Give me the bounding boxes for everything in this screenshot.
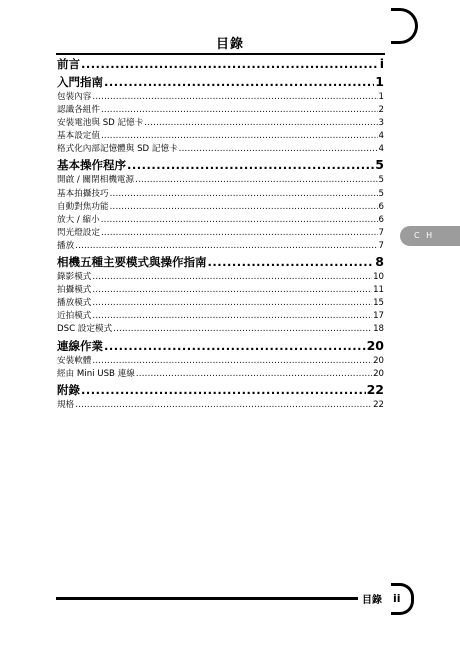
toc-chapter-entry[interactable]	[57, 253, 384, 271]
dot-leader	[92, 355, 372, 368]
toc-entry-page-number: 20	[373, 368, 384, 379]
dot-leader	[135, 174, 377, 187]
dot-leader	[104, 337, 366, 355]
toc-entry-page-number: 6	[378, 214, 384, 225]
toc-entry-page-number: 2	[378, 105, 384, 116]
toc-entry-page-number: 17	[373, 311, 384, 322]
dot-leader	[101, 214, 378, 227]
footer-section-label: 目錄	[362, 595, 382, 606]
toc-entry-label: 安裝軟體	[57, 355, 92, 366]
toc-entry-label: 包裝內容	[57, 92, 92, 102]
toc-entry-label: 近拍模式	[57, 311, 92, 322]
toc-entry-label: 放大 / 縮小	[57, 214, 100, 225]
toc-section-entry[interactable]	[57, 240, 384, 253]
toc-entry-label: 自動對焦功能	[57, 201, 109, 212]
dot-leader	[75, 399, 372, 412]
toc-section-entry[interactable]	[57, 91, 384, 104]
dot-leader	[92, 271, 372, 284]
toc-section-entry[interactable]	[57, 214, 384, 227]
toc-entry-label: 附錄	[57, 382, 80, 397]
footer-page-number: ii	[391, 583, 414, 615]
toc-entry-page-number: 5	[375, 157, 384, 173]
toc-section-entry[interactable]	[57, 201, 384, 214]
toc-entry-label: 開啟 / 關閉相機電源	[57, 175, 135, 186]
toc-entry-page-number: 22	[366, 381, 384, 397]
dot-leader	[136, 368, 372, 381]
toc-chapter-entry[interactable]	[57, 337, 384, 355]
toc-entry-label: 連線作業	[57, 338, 103, 353]
toc-entry-page-number: 20	[366, 337, 384, 353]
toc-section-entry[interactable]	[57, 117, 384, 130]
toc-entry-page-number: 18	[373, 324, 384, 335]
toc-section-entry[interactable]	[57, 297, 384, 310]
dot-leader	[92, 284, 372, 297]
language-tab: C H	[400, 226, 460, 246]
dot-leader	[127, 156, 374, 174]
toc-entry-label: 前言	[57, 57, 80, 71]
toc-entry-page-number: 3	[378, 118, 384, 129]
toc-entry-page-number: 4	[378, 131, 384, 142]
dot-leader	[75, 240, 377, 253]
toc-entry-label: 相機五種主要模式與操作指南	[57, 255, 207, 270]
toc-entry-page-number: 5	[378, 175, 384, 186]
dot-leader	[110, 188, 378, 201]
toc-entry-label: 安裝電池與 SD 記憶卡	[57, 118, 144, 129]
toc-section-entry[interactable]	[57, 271, 384, 284]
dot-leader	[179, 143, 378, 156]
toc-entry-page-number: 20	[373, 355, 384, 366]
toc-entry-page-number: 4	[378, 144, 384, 155]
toc-entry-page-number: 7	[378, 240, 384, 251]
toc-section-entry[interactable]	[57, 130, 384, 143]
dot-leader	[208, 253, 375, 271]
toc-entry-label: 格式化內部記憶體與 SD 記憶卡	[57, 144, 178, 155]
toc-entry-label: 播放模式	[57, 298, 92, 309]
toc-entry-page-number: 1	[378, 92, 384, 102]
table-of-contents	[57, 55, 384, 412]
toc-entry-label: 播放	[57, 240, 75, 251]
toc-section-entry[interactable]	[57, 188, 384, 201]
toc-entry-label: 基本操作程序	[57, 158, 126, 173]
toc-section-entry[interactable]	[57, 174, 384, 187]
toc-entry-label: 閃光燈設定	[57, 227, 100, 238]
toc-chapter-entry[interactable]	[57, 381, 384, 399]
toc-entry-page-number: 6	[378, 201, 384, 212]
dot-leader	[101, 104, 378, 117]
toc-entry-label: 經由 Mini USB 連線	[57, 368, 135, 379]
page-title: 目錄	[215, 37, 244, 52]
dot-leader	[92, 91, 377, 104]
toc-section-entry[interactable]	[57, 399, 384, 412]
toc-entry-label: 基本拍攝技巧	[57, 188, 109, 199]
dot-leader	[101, 130, 378, 143]
dot-leader	[104, 73, 374, 91]
toc-section-entry[interactable]	[57, 323, 384, 336]
dot-leader	[92, 297, 372, 310]
toc-entry-page-number: i	[379, 56, 384, 71]
toc-entry-page-number: 1	[375, 74, 384, 89]
toc-entry-label: DSC 設定模式	[57, 324, 113, 335]
toc-section-entry[interactable]	[57, 227, 384, 240]
dot-leader	[113, 323, 372, 336]
toc-section-entry[interactable]	[57, 355, 384, 368]
toc-entry-page-number: 15	[373, 298, 384, 309]
toc-section-entry[interactable]	[57, 310, 384, 323]
toc-entry-label: 錄影模式	[57, 272, 92, 283]
toc-entry-label: 規格	[57, 399, 75, 410]
dot-leader	[144, 117, 377, 130]
dot-leader	[92, 310, 372, 323]
toc-chapter-entry[interactable]	[57, 156, 384, 174]
dot-leader	[81, 381, 366, 399]
toc-entry-label: 基本設定值	[57, 131, 100, 142]
toc-entry-page-number: 11	[373, 285, 384, 296]
toc-chapter-entry[interactable]	[57, 55, 384, 73]
toc-section-entry[interactable]	[57, 143, 384, 156]
toc-entry-label: 認識各組件	[57, 105, 100, 116]
toc-entry-page-number: 7	[378, 227, 384, 238]
toc-entry-page-number: 5	[378, 188, 384, 199]
bottom-divider	[56, 597, 358, 600]
toc-entry-label: 拍攝模式	[57, 285, 92, 296]
dot-leader	[101, 227, 378, 240]
toc-section-entry[interactable]	[57, 284, 384, 297]
toc-entry-page-number: 10	[373, 272, 384, 283]
dot-leader	[81, 55, 379, 73]
toc-entry-label: 入門指南	[57, 75, 103, 89]
dot-leader	[110, 201, 378, 214]
toc-section-entry[interactable]	[57, 104, 384, 117]
toc-section-entry[interactable]	[57, 368, 384, 381]
toc-chapter-entry[interactable]	[57, 73, 384, 91]
toc-entry-page-number: 8	[375, 254, 384, 270]
toc-entry-page-number: 22	[373, 399, 384, 410]
